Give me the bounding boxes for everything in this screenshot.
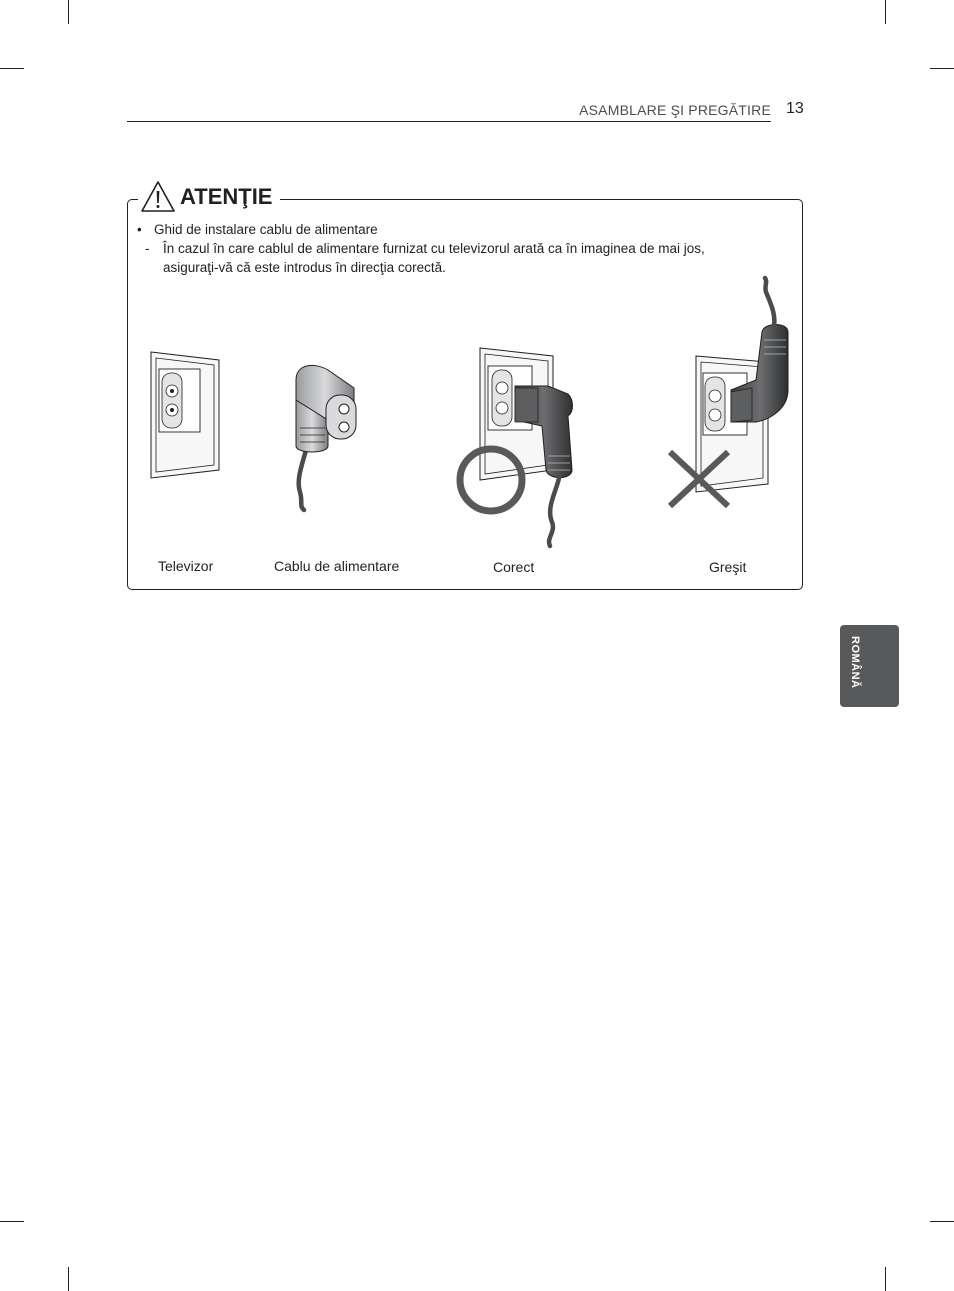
dash-text-line: asiguraţi-vă că este introdus în direcţia corectă. [163,260,446,275]
caption-gresit: Greşit [709,559,747,575]
page-number: 13 [786,100,804,117]
crop-mark [885,1267,886,1291]
crop-mark [930,68,954,69]
wrong-plug-figure [670,278,788,506]
header-rule [127,121,771,122]
crop-mark [885,0,886,24]
crop-mark [0,68,24,69]
caption-corect: Corect [493,559,535,575]
dash-text-line: În cazul în care cablul de alimentare furnizat cu televizorul arată ca în imaginea de mai jos, [163,241,705,256]
language-label: ROMÂNĂ [849,636,861,689]
crop-mark [0,1221,24,1222]
warning-triangle-icon [140,180,176,214]
dash-mark: - [145,241,150,256]
bullet-text: Ghid de instalare cablu de alimentare [154,222,378,237]
tv-socket-figure [151,352,219,478]
power-cable-illustration [128,270,804,555]
crop-mark [68,1267,69,1291]
bullet-mark: • [137,222,142,237]
caption-televizor: Televizor [158,558,214,574]
section-title: ASAMBLARE ŞI PREGĂTIRE [579,102,771,118]
caution-heading [138,176,280,218]
bullet-item [137,220,378,239]
crop-mark [68,0,69,24]
correct-plug-figure [460,348,573,546]
power-cable-figure [296,365,356,510]
caution-title: ATENŢIE [180,184,273,209]
caption-cablu: Cablu de alimentare [274,558,400,574]
crop-mark [930,1221,954,1222]
